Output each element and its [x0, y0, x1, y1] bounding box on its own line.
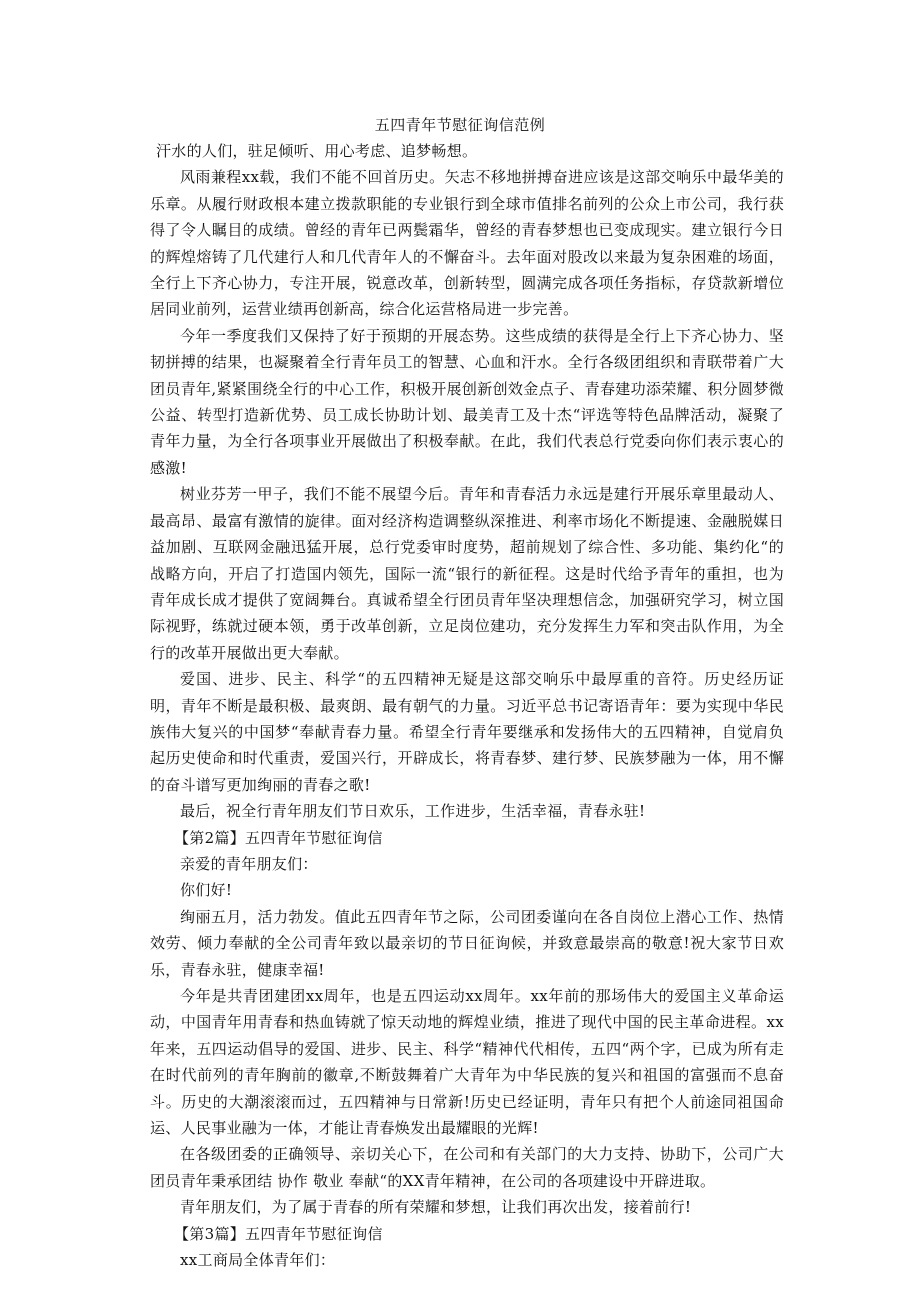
paragraph: 今年一季度我们又保持了好于预期的开展态势。这些成绩的获得是全行上下齐心协力、坚韧拼搏的结果，也凝聚着全行青年员工的智慧、心血和汗水。全行各级团组织和青联带着广大团员青年,紧紧围绕全行的中心工作，积极开展创新创效金点子、青春建功添荣耀、积分圆梦微公益、转型打造新优势、员工成长协助计划、最美青工及十杰“评选等特色品牌活动，凝聚了青年力量，为全行各项事业开展做出了积极奉献。在此，我们代表总行党委向你们表示衷心的感激!: [150, 326, 784, 477]
section-heading: 【第3篇】五四青年节慰征询信: [174, 1224, 383, 1243]
paragraph: 在各级团委的正确领导、亲切关心下，在公司和有关部门的大力支持、协助下，公司广大团员青年秉承团结 协作 敬业 奉献“的XX青年精神，在公司的各项建设中开辟进取。: [150, 1145, 784, 1190]
paragraph: 最后，祝全行青年朋友们节日欢乐，工作进步，生活幸福，青春永驻!: [180, 802, 646, 821]
paragraph: 绚丽五月，活力勃发。值此五四青年节之际，公司团委谨向在各自岗位上潜心工作、热情效劳、倾力奉献的全公司青年致以最亲切的节日征询候，并致意最崇高的敬意!祝大家节日欢乐，青春永驻，健康幸福!: [150, 907, 784, 979]
salutation: xx工商局全体青年们：: [180, 1251, 336, 1270]
paragraph: 汗水的人们，驻足倾听、用心考虑、追梦畅想。: [156, 142, 478, 160]
greeting: 你们好!: [180, 881, 233, 900]
section-heading: 【第2篇】五四青年节慰征询信: [174, 828, 383, 847]
paragraph: 青年朋友们，为了属于青春的所有荣耀和梦想，让我们再次出发，接着前行!: [180, 1198, 692, 1217]
paragraph: 爱国、进步、民主、科学“的五四精神无疑是这部交响乐中最厚重的音符。历史经历证明，青年不断是最积极、最爽朗、最有朝气的力量。习近平总书记寄语青年：要为实现中华民族伟大复兴的中国梦“奉献青春力量。希望全行青年要继承和发扬伟大的五四精神，自觉肩负起历史使命和时代重责，爱国兴行，开辟成长，将青春梦、建行梦、民族梦融为一体，用不懈的奋斗谱写更加绚丽的青春之歌!: [150, 670, 784, 794]
salutation: 亲爱的青年朋友们：: [180, 854, 318, 873]
document-body: [150, 138, 784, 1273]
paragraph: 今年是共青团建团xx周年，也是五四运动xx周年。xx年前的那场伟大的爱国主义革命运动，中国青年用青春和热血铸就了惊天动地的辉煌业绩，推进了现代中国的民主革命进程。xx年来，五四运动倡导的爱国、进步、民主、科学“精神代代相传，五四“两个字，已成为所有走在时代前列的青年胸前的徽章,不断鼓舞着广大青年为中华民族的复兴和祖国的富强而不息奋斗。历史的大潮滚滚而过，五四精神与日常新!历史已经证明，青年只有把个人前途同祖国命运、人民事业融为一体，才能让青春焕发出最耀眼的光辉!: [150, 987, 784, 1138]
document-title: 五四青年节慰征询信范例: [374, 116, 546, 134]
paragraph: 风雨兼程xx载，我们不能不回首历史。矢志不移地拼搏奋进应该是这部交响乐中最华美的乐章。从履行财政根本建立拨款职能的专业银行到全球市值排名前列的公众上市公司，我行获得了令人瞩目的成绩。曾经的青年已两鬓霜华，曾经的青春梦想也已变成现实。建立银行今日的辉煌熔铸了几代建行人和几代青年人的不懈奋斗。去年面对股改以来最为复杂困难的场面，全行上下齐心协力，专注开展，锐意改革，创新转型，圆满完成各项任务指标，存贷款新增位居同业前列，运营业绩再创新高，综合化运营格局进一步完善。: [150, 168, 784, 319]
paragraph: 树业芬芳一甲子，我们不能不展望今后。青年和青春活力永远是建行开展乐章里最动人、最高昂、最富有激情的旋律。面对经济构造调整纵深推进、利率市场化不断提速、金融脱媒日益加剧、互联网金融迅猛开展，总行党委审时度势，超前规划了综合性、多功能、集约化“的战略方向，开启了打造国内领先，国际一流“银行的新征程。这是时代给予青年的重担，也为青年成长成才提供了宽阔舞台。真诚希望全行团员青年坚决理想信念，加强研究学习，树立国际视野，练就过硬本领，勇于改革创新，立足岗位建功，充分发挥生力军和突击队作用，为全行的改革开展做出更大奉献。: [150, 485, 784, 662]
